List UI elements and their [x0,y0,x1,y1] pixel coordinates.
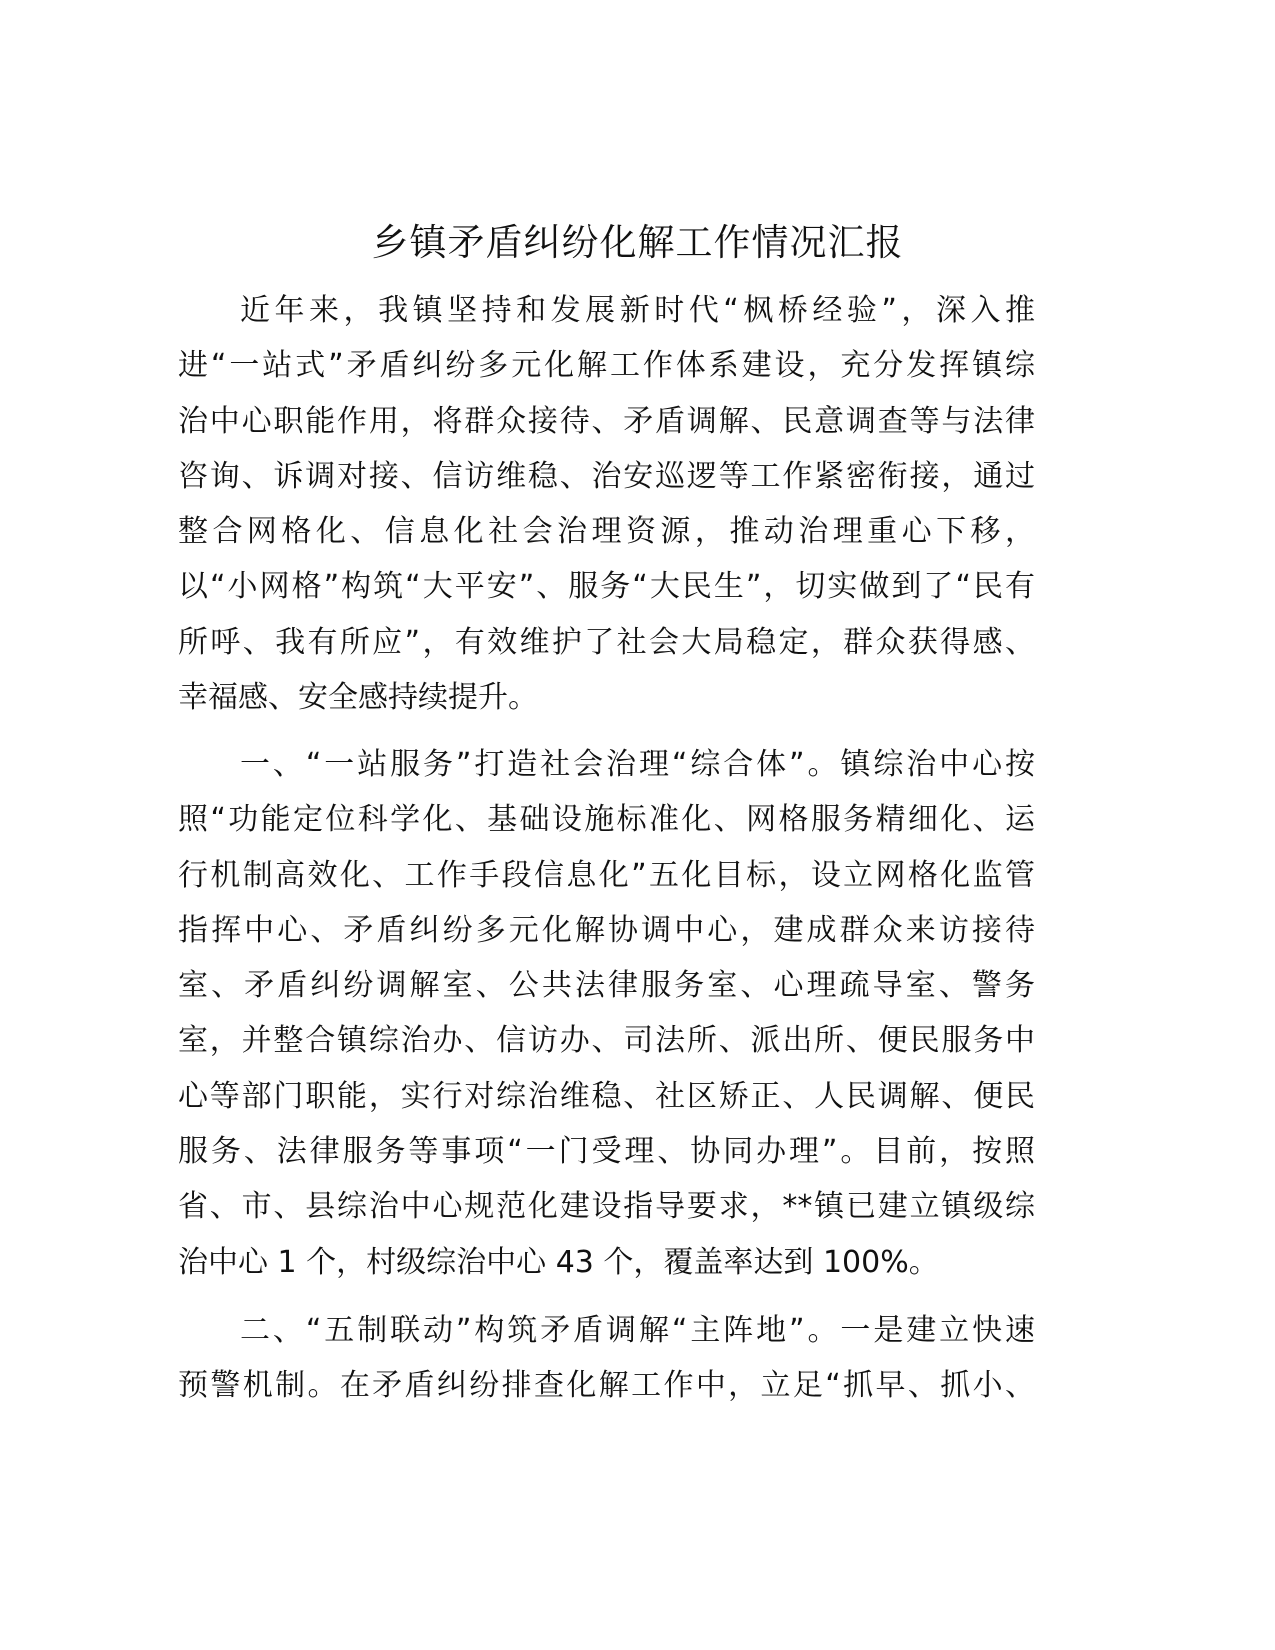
paragraph-intro [178,283,1035,725]
text-line: 心等部门职能，实行对综治维稳、社区矫正、人民调解、便民 [178,1078,1035,1114]
text-line: 指挥中心、矛盾纠纷多元化解协调中心，建成群众来访接待 [178,912,1035,948]
text-line: 治中心 1 个，村级综治中心 43 个，覆盖率达到 100%。 [178,1244,939,1280]
text-line: 服务、法律服务等事项“一门受理、协同办理”。目前，按照 [178,1134,1035,1170]
text-line: 省、市、县综治中心规范化建设指导要求，**镇已建立镇级综 [178,1189,1035,1225]
text-line: 室，并整合镇综治办、信访办、司法所、派出所、便民服务中 [178,1023,1035,1059]
document-title: 乡镇矛盾纠纷化解工作情况汇报 [371,221,904,264]
text-line: 二、“五制联动”构筑矛盾调解“主阵地”。一是建立快速 [240,1313,1035,1348]
text-line: 一、“一站服务”打造社会治理“综合体”。镇综治中心按 [240,747,1035,782]
text-line: 幸福感、安全感持续提升。 [178,680,538,716]
paragraph-section-one [178,737,1035,1290]
text-line: 治中心职能作用，将群众接待、矛盾调解、民意调查等与法律 [178,403,1035,439]
text-line: 预警机制。在矛盾纠纷排查化解工作中，立足“抓早、抓小、 [178,1368,1035,1404]
text-line: 近年来，我镇坚持和发展新时代“枫桥经验”，深入推 [240,293,1035,328]
text-line: 所呼、我有所应”，有效维护了社会大局稳定，群众获得感、 [178,624,1035,660]
text-line: 照“功能定位科学化、基础设施标准化、网格服务精细化、运 [178,802,1035,838]
text-line: 室、矛盾纠纷调解室、公共法律服务室、心理疏导室、警务 [178,968,1035,1004]
text-line: 咨询、诉调对接、信访维稳、治安巡逻等工作紧密衔接，通过 [178,458,1035,494]
text-line: 整合网格化、信息化社会治理资源，推动治理重心下移， [178,514,1035,550]
text-line: 以“小网格”构筑“大平安”、服务“大民生”，切实做到了“民有 [178,569,1035,605]
text-line: 行机制高效化、工作手段信息化”五化目标，设立网格化监管 [178,857,1035,893]
text-line: 进“一站式”矛盾纠纷多元化解工作体系建设，充分发挥镇综 [178,348,1035,384]
paragraph-section-two [178,1303,1035,1414]
